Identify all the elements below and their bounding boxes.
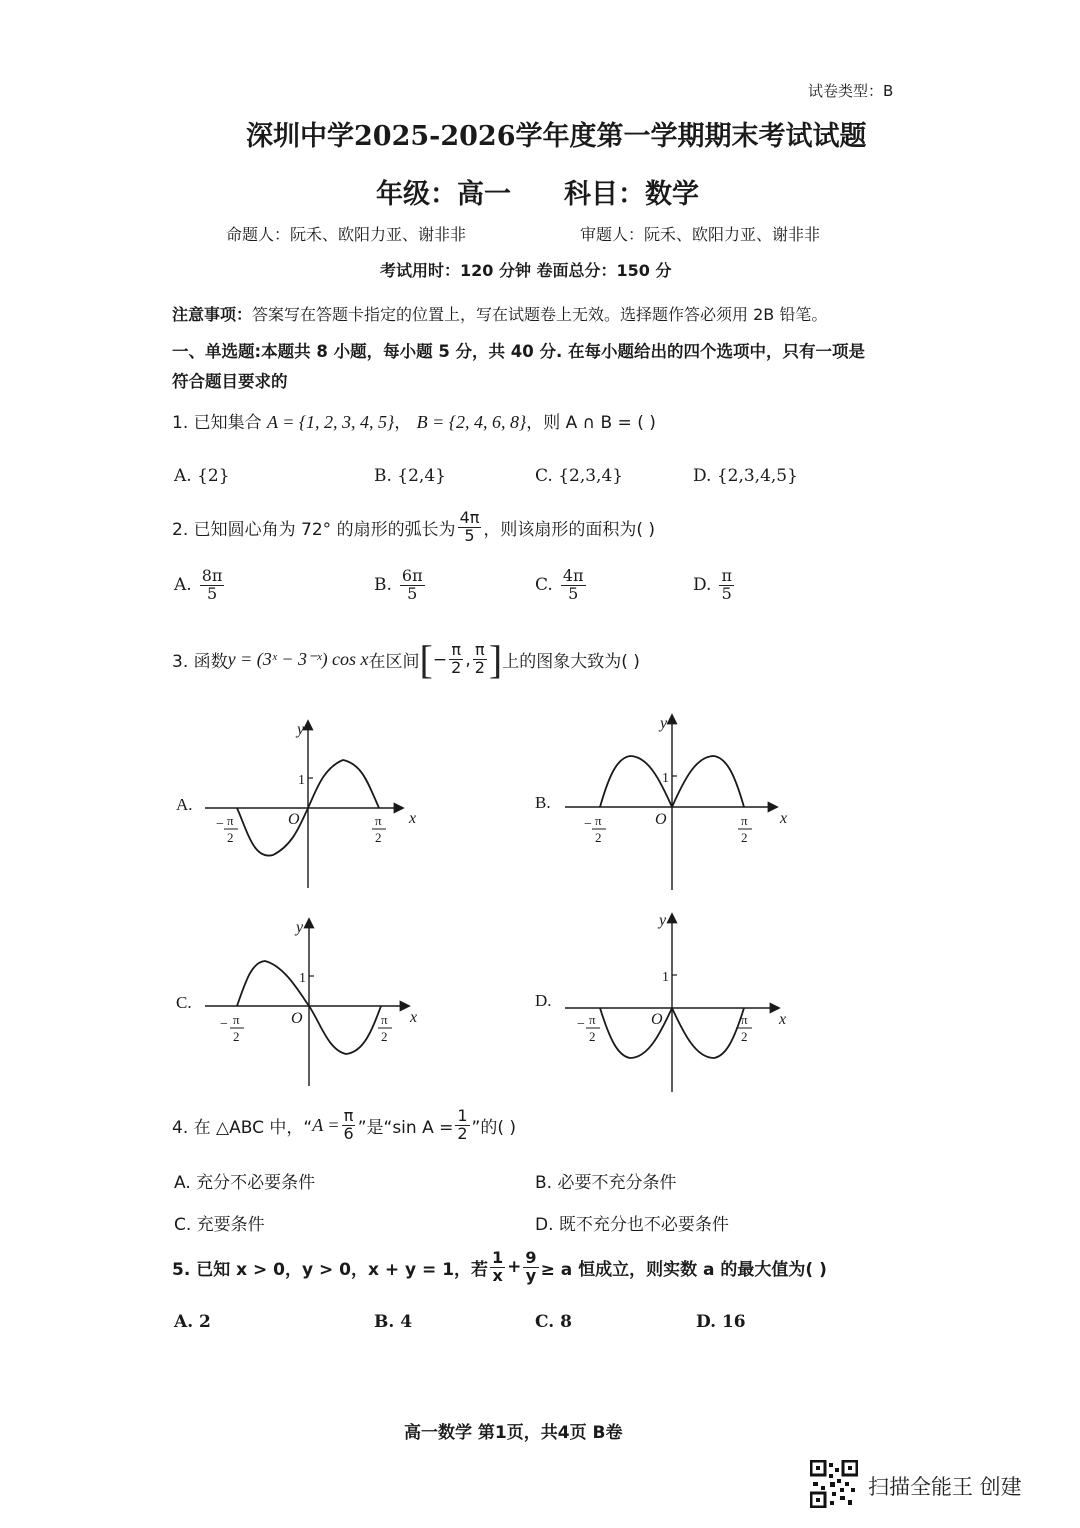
graph-d[interactable] [535,912,786,1092]
q4-frac-1-num: π [343,1106,354,1125]
graph-b[interactable] [535,715,787,890]
graph-b-tick-1-label: 1 [662,771,669,786]
scanner-credit: 扫描全能王 创建 [868,1475,1022,1499]
q4-option-b[interactable]: B. 必要不充分条件 [535,1173,677,1193]
graph-a-right-tick-num: π [375,813,382,828]
graph-a-label: A. [176,795,193,814]
graph-a-origin: O [288,811,300,828]
q5-plus: + [507,1257,522,1278]
graph-d-left-tick-num: π [589,1012,596,1027]
q4-frac-1-den: 6 [343,1123,354,1143]
graph-c-right-tick-num: π [381,1012,388,1027]
q3-interval-right-den: 2 [474,658,485,677]
graph-c-origin: O [291,1010,303,1027]
q4-mid2: ”是“sin A = [357,1117,454,1138]
q2-option-a-num: 8π [201,566,223,585]
q5-frac-1-den: x [492,1265,503,1285]
q5-frac-2-den: y [525,1265,537,1285]
graph-c-label: C. [176,993,192,1012]
q2-arc-den: 5 [464,525,475,545]
q4-option-d[interactable]: D. 既不充分也不必要条件 [535,1215,729,1235]
section1-label: 一、单选题: [172,342,262,361]
graph-c-neg: − [220,1017,228,1032]
grade-label: 年级：高一 [376,179,511,210]
q2-option-b-label: B. [374,575,392,596]
q1-option-c[interactable]: C. {2,3,4} [535,466,624,486]
graph-d-x-label: x [779,1011,787,1028]
q5-frac-1-num: 1 [492,1248,504,1267]
q1-option-a[interactable]: A. {2} [174,466,230,486]
q3-suffix: 上的图象大致为( ) [502,652,640,672]
q5-option-d[interactable]: D. 16 [696,1312,746,1332]
q4-frac-1 [342,1108,356,1143]
q2-option-c-den: 5 [568,583,579,603]
graph-b-origin: O [655,811,667,828]
reviewers-line: 审题人：阮禾、欧阳力亚、谢非非 [580,225,821,244]
graph-d-right-tick-den: 2 [741,1029,748,1044]
q3-prefix: 3. 函数 [172,652,228,672]
q5-frac-2 [523,1250,538,1285]
exam-info: 考试用时：120 分钟 卷面总分：150 分 [380,261,672,280]
graph-d-tick-1-label: 1 [662,970,669,985]
q3-neg-sign: − [432,649,448,670]
graph-a-tick-1-label: 1 [298,773,305,788]
question-3: 3. 函数 y = (3ˣ − 3⁻ˣ) cos x 在区间 [ − $\frac{\pi}{2}$ , $\frac{\pi}{2}$ ] 上的图象大致为( ) [172,637,640,682]
paper-type: 试卷类型：B [808,82,894,100]
q3-interval-left-num: π [451,640,462,660]
graph-c[interactable] [176,919,417,1086]
graph-b-right-tick-num: π [741,813,748,828]
q5-option-b[interactable]: B. 4 [374,1312,413,1332]
graph-b-left-tick-den: 2 [595,830,602,845]
q4-mid1: A = [312,1114,340,1135]
graph-a-x-label: x [409,810,417,827]
section1-text: 本题共 8 小题，每小题 5 分，共 40 分. 在每小题给出的四个选项中，只有一项是 [261,342,866,361]
graph-c-tick-1-label: 1 [299,971,306,986]
q1-option-b[interactable]: B. {2,4} [374,466,446,486]
q1-set-b: B = {2, 4, 6, 8} [416,412,527,432]
graph-a-y-label: y [297,721,305,738]
q1-prefix: 1. 已知集合 [172,413,262,433]
graph-d-origin: O [651,1011,663,1028]
qr-code-icon [810,1460,858,1508]
graph-b-neg: − [584,817,592,832]
graph-c-y-label: y [296,919,304,936]
q2-option-a-den: 5 [206,583,218,603]
graph-d-label: D. [535,991,552,1010]
q3-right-bracket: ] [488,637,503,682]
notice-label: 注意事项： [172,305,253,324]
graph-b-right-tick-den: 2 [741,830,748,845]
question-5 [172,1250,827,1285]
page-footer: 高一数学 第1页，共4页 B卷 [404,1423,623,1443]
q4-option-a[interactable]: A. 充分不必要条件 [174,1173,316,1193]
q2-option-d-label: D. [693,575,712,596]
setters-line: 命题人：阮禾、欧阳力亚、谢非非 [226,225,467,244]
graph-d-y-label: y [659,912,667,929]
q1-suffix: ，则 A ∩ B = ( ) [526,413,656,433]
q2-arc-num: 4π [459,508,480,527]
question-1: 1. 已知集合 A = {1, 2, 3, 4, 5}， B = {2, 4, 6, 8}，则 A ∩ B = ( ) [172,412,656,433]
q2-option-b-num: 6π [401,566,423,585]
graph-a-left-tick-den: 2 [227,830,234,845]
subject-label: 科目：数学 [564,179,699,210]
q2-suffix: ，则该扇形的面积为( ) [483,519,656,540]
graph-c-left-tick-num: π [233,1012,240,1027]
question-4 [172,1108,516,1143]
q4-frac-2-num: 1 [457,1106,468,1125]
q4-suffix: ”的( ) [471,1117,517,1138]
graph-c-right-tick-den: 2 [381,1029,388,1044]
graph-a[interactable] [176,721,416,888]
q3-interval-left-den: 2 [451,658,462,677]
q3-left-bracket: [ [419,637,433,682]
q4-frac-2-den: 2 [457,1123,468,1143]
q5-prefix: 5. 已知 x > 0，y > 0，x + y = 1，若 [172,1259,489,1280]
graph-b-left-tick-num: π [595,813,602,828]
section1-text2: 符合题目要求的 [172,372,288,391]
q5-frac-1 [490,1250,505,1285]
q2-option-a-label: A. [174,575,192,596]
q2-option-d-num: π [721,566,732,585]
q2-option-c-label: C. [535,575,553,596]
graph-d-neg: − [577,1017,585,1032]
exam-title: 深圳中学2025-2026学年度第一学期期末考试试题 [246,121,867,152]
graph-d-left-tick-den: 2 [589,1029,596,1044]
graph-a-right-tick-den: 2 [375,830,382,845]
q5-option-c[interactable]: C. 8 [535,1312,572,1332]
q2-option-b-den: 5 [407,583,418,603]
graph-b-label: B. [535,793,551,812]
graph-c-left-tick-den: 2 [233,1029,240,1044]
graph-a-left-tick-num: π [227,813,234,828]
graph-d-right-tick-num: π [741,1012,748,1027]
q2-option-d-den: 5 [721,583,732,603]
notice-text: 答案写在答题卡指定的位置上，写在试题卷上无效。选择题作答必须用 2B 铅笔。 [252,305,828,324]
q4-prefix: 4. 在 △ABC 中，“ [172,1117,313,1138]
graph-b-x-label: x [780,810,788,827]
graph-a-neg: − [216,817,224,832]
q3-interval-right-num: π [474,640,485,660]
graph-c-x-label: x [410,1009,418,1026]
q4-frac-2 [455,1108,469,1143]
q1-option-d[interactable]: D. {2,3,4,5} [693,466,798,486]
q4-option-c[interactable]: C. 充要条件 [174,1215,265,1235]
graph-b-y-label: y [660,715,668,732]
q1-set-a: A = {1, 2, 3, 4, 5} [267,412,395,432]
q2-prefix: 2. 已知圆心角为 72° 的扇形的弧长为 [172,519,456,540]
q5-suffix: ≥ a 恒成立，则实数 a 的最大值为( ) [540,1259,827,1280]
q5-option-a[interactable]: A. 2 [174,1312,211,1332]
q5-frac-2-num: 9 [525,1248,537,1267]
q3-mid: 在区间 [368,652,420,672]
q3-function: y = (3ˣ − 3⁻ˣ) cos x [227,649,369,669]
q2-option-c-num: 4π [562,566,584,585]
